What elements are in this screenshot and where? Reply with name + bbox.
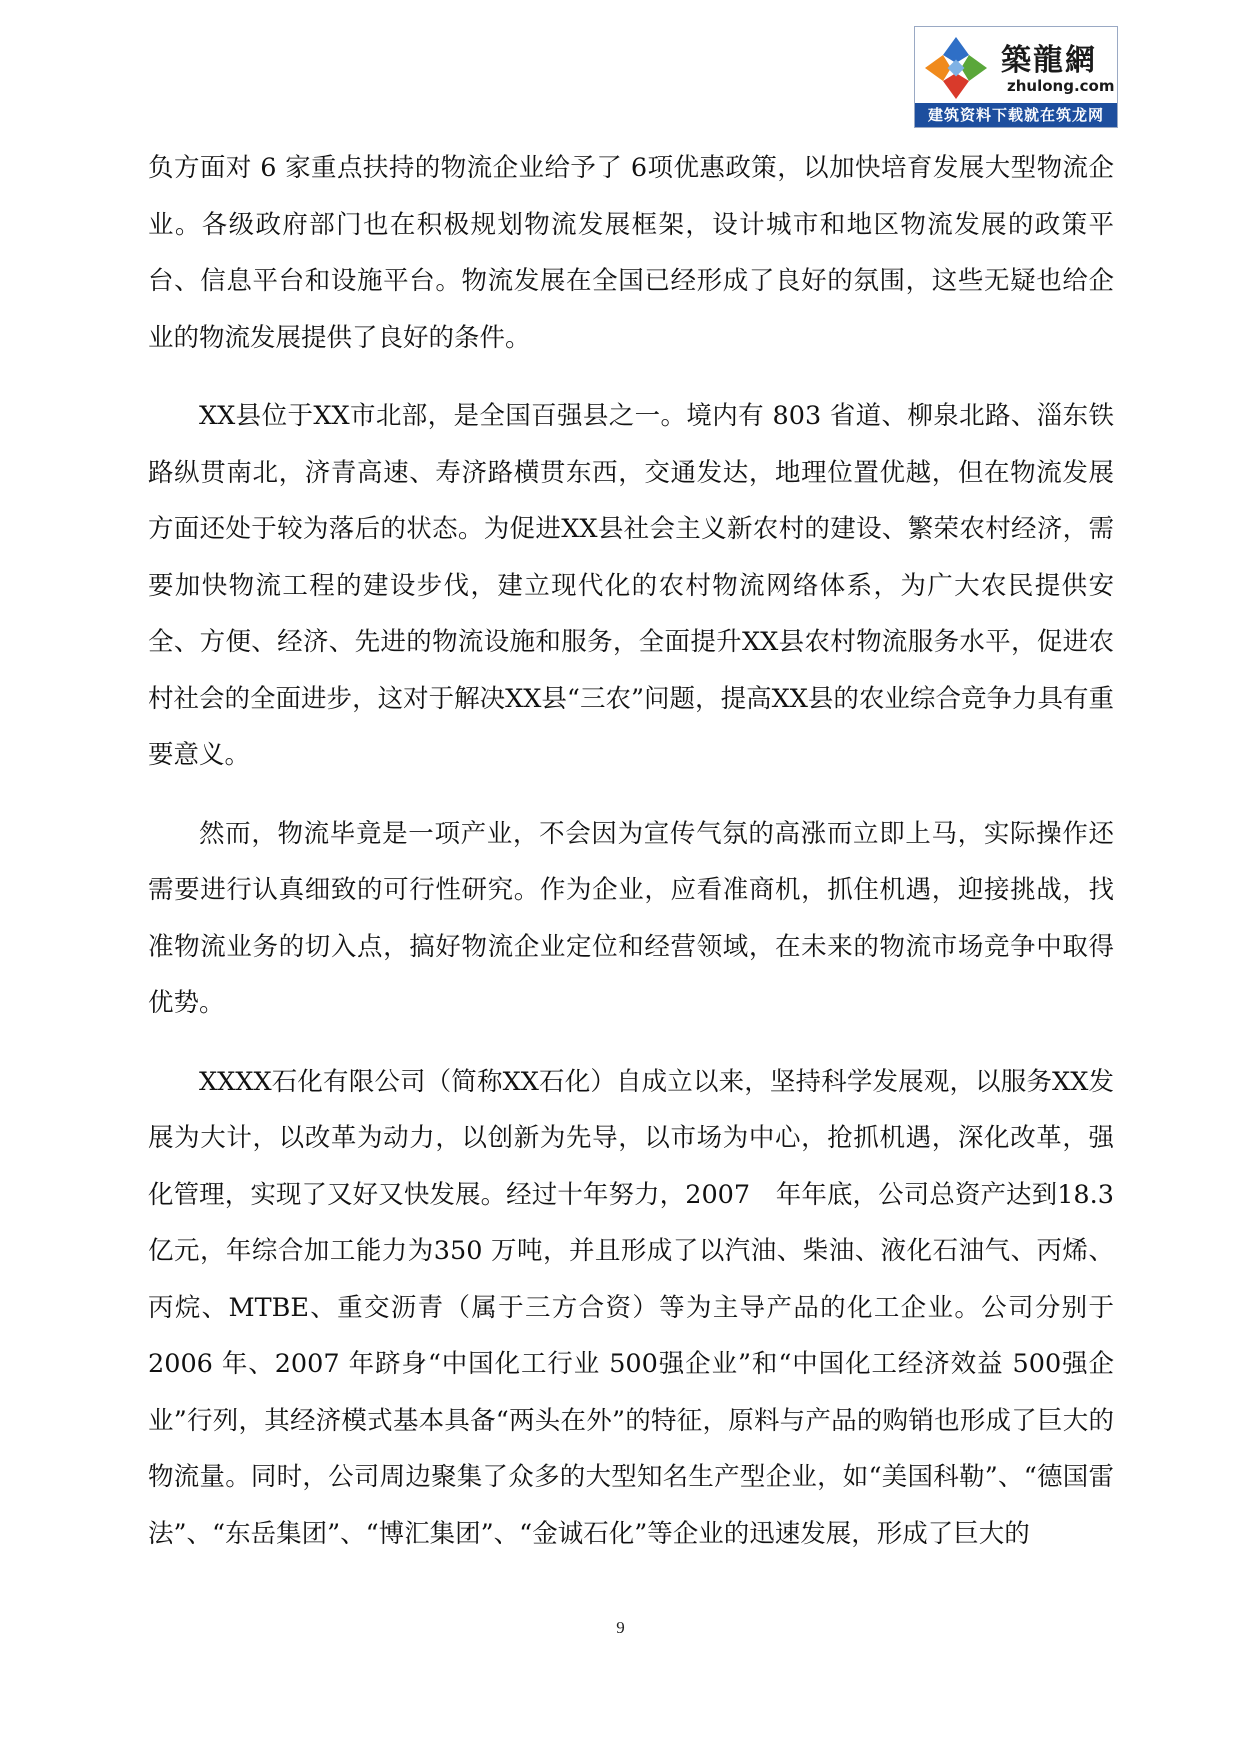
zhulong-logo (914, 26, 1118, 128)
logo-slogan: 建筑资料下载就在筑龙网 (915, 103, 1117, 127)
paragraph-4: XXXX石化有限公司（简称XX石化）自成立以来，坚持科学发展观，以服务XX发展为大计，以改革为动力，以创新为先导，以市场为中心，抢抓机遇，深化改革，强化管理，实现了又好又快发展。经过十年努力，2007 年年底，公司总资产达到18.3 亿元，年综合加工能力为350 万吨，并且形成了以汽油、柴油、液化石油气、丙烯、丙烷、MTBE、重交沥青（属于三方合资）等为主导产品的化工企业。公司分别于 2006 年、2007 年跻身“中国化工行业 500强企业”和“中国化工经济效益 500强企业”行列，其经济模式基本具备“两头在外”的特征，原料与产品的购销也形成了巨大的物流量。同时，公司周边聚集了众多的大型知名生产型企业，如“美国科勒”、“德国雷法”、“东岳集团”、“博汇集团”、“金诚石化”等企业的迅速发展，形成了巨大的 (148, 1066, 1114, 1549)
logo-url: zhulong.com (1007, 77, 1115, 95)
paragraph-2: XX县位于XX市北部，是全国百强县之一。境内有 803 省道、柳泉北路、淄东铁路纵贯南北，济青高速、寿济路横贯东西，交通发达，地理位置优越，但在物流发展方面还处于较为落后的状态。为促进XX县社会主义新农村的建设、繁荣农村经济，需要加快物流工程的建设步伐，建立现代化的农村物流网络体系，为广大农民提供安全、方便、经济、先进的物流设施和服务，全面提升XX县农村物流服务水平，促进农村社会的全面进步，这对于解决XX县“三农”问题，提高XX县的农业综合竞争力具有重要意义。 (148, 401, 1114, 770)
page-number: 9 (616, 1618, 625, 1637)
paragraph-1: 负方面对 6 家重点扶持的物流企业给予了 6项优惠政策，以加快培育发展大型物流企业。各级政府部门也在积极规划物流发展框架，设计城市和地区物流发展的政策平台、信息平台和设施平台。物流发展在全国已经形成了良好的氛围，这些无疑也给企业的物流发展提供了良好的条件。 (148, 153, 1114, 353)
document-body (148, 140, 1114, 1584)
paragraph-3: 然而，物流毕竟是一项产业，不会因为宣传气氛的高涨而立即上马，实际操作还需要进行认真细致的可行性研究。作为企业，应看准商机，抓住机遇，迎接挑战，找准物流业务的切入点，搞好物流企业定位和经营领域，在未来的物流市场竞争中取得优势。 (148, 818, 1114, 1018)
logo-brand-name: 築龍網 (1001, 43, 1097, 78)
zhulong-logo-icon (921, 33, 991, 103)
